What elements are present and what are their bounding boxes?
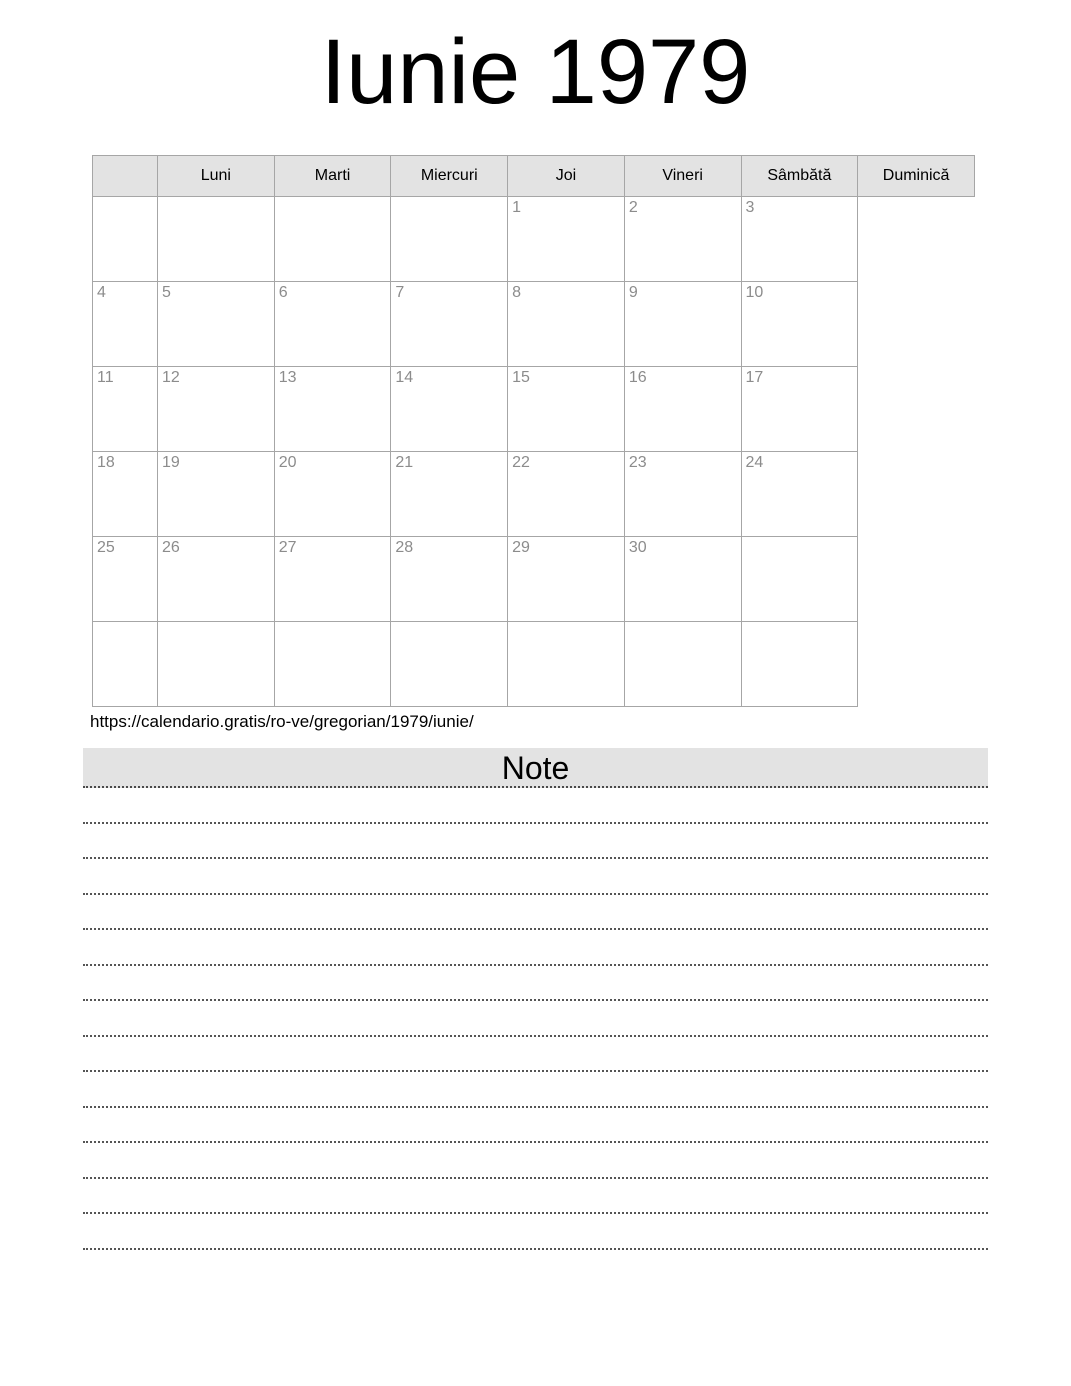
day-cell: 21 [391,452,508,537]
weekday-header: Joi [508,156,625,197]
empty-day-cell [741,537,858,622]
empty-day-cell [93,622,158,707]
empty-day-cell [93,197,158,282]
note-line [83,1072,988,1108]
weekday-header: Miercuri [391,156,508,197]
day-cell: 8 [508,282,625,367]
week-spacer-column [93,156,158,197]
day-cell: 20 [274,452,391,537]
weekday-header: Sâmbătă [741,156,858,197]
day-cell: 12 [158,367,275,452]
day-cell: 19 [158,452,275,537]
day-cell: 11 [93,367,158,452]
day-cell: 18 [93,452,158,537]
day-cell: 29 [508,537,625,622]
day-cell: 13 [274,367,391,452]
note-line [83,895,988,931]
note-line [83,1037,988,1073]
day-cell: 24 [741,452,858,537]
day-cell: 17 [741,367,858,452]
week-row [93,367,975,452]
day-cell: 28 [391,537,508,622]
note-section [83,748,988,1250]
day-cell: 1 [508,197,625,282]
day-cell: 5 [158,282,275,367]
week-row [93,452,975,537]
note-lines [83,788,988,1250]
empty-day-cell [391,622,508,707]
day-cell: 14 [391,367,508,452]
calendar-table [92,155,975,707]
day-cell: 10 [741,282,858,367]
day-cell: 3 [741,197,858,282]
empty-day-cell [624,622,741,707]
note-line [83,1001,988,1037]
note-line [83,1108,988,1144]
empty-day-cell [508,622,625,707]
day-cell: 15 [508,367,625,452]
source-url-link[interactable]: https://calendario.gratis/ro-ve/gregorian/1979/iunie/ [90,712,474,731]
weekday-header: Duminică [858,156,975,197]
empty-day-cell [741,622,858,707]
note-line [83,1143,988,1179]
day-cell: 9 [624,282,741,367]
day-cell: 16 [624,367,741,452]
note-line [83,930,988,966]
day-cell: 30 [624,537,741,622]
week-row [93,537,975,622]
note-line [83,788,988,824]
day-cell: 23 [624,452,741,537]
day-cell: 7 [391,282,508,367]
week-row [93,282,975,367]
weekday-header: Marti [274,156,391,197]
note-line [83,824,988,860]
week-row [93,197,975,282]
day-cell: 25 [93,537,158,622]
day-cell: 4 [93,282,158,367]
weekday-header: Vineri [624,156,741,197]
day-cell: 2 [624,197,741,282]
empty-day-cell [274,622,391,707]
week-row [93,622,975,707]
day-cell: 26 [158,537,275,622]
note-line [83,1179,988,1215]
empty-day-cell [158,197,275,282]
weekday-header: Luni [158,156,275,197]
page-title: Iunie 1979 [320,21,751,123]
note-line [83,966,988,1002]
empty-day-cell [391,197,508,282]
note-section-title: Note [83,748,988,788]
empty-day-cell [274,197,391,282]
weekday-header-row [93,156,975,197]
empty-day-cell [158,622,275,707]
day-cell: 6 [274,282,391,367]
note-line [83,1214,988,1250]
day-cell: 22 [508,452,625,537]
note-line [83,859,988,895]
day-cell: 27 [274,537,391,622]
